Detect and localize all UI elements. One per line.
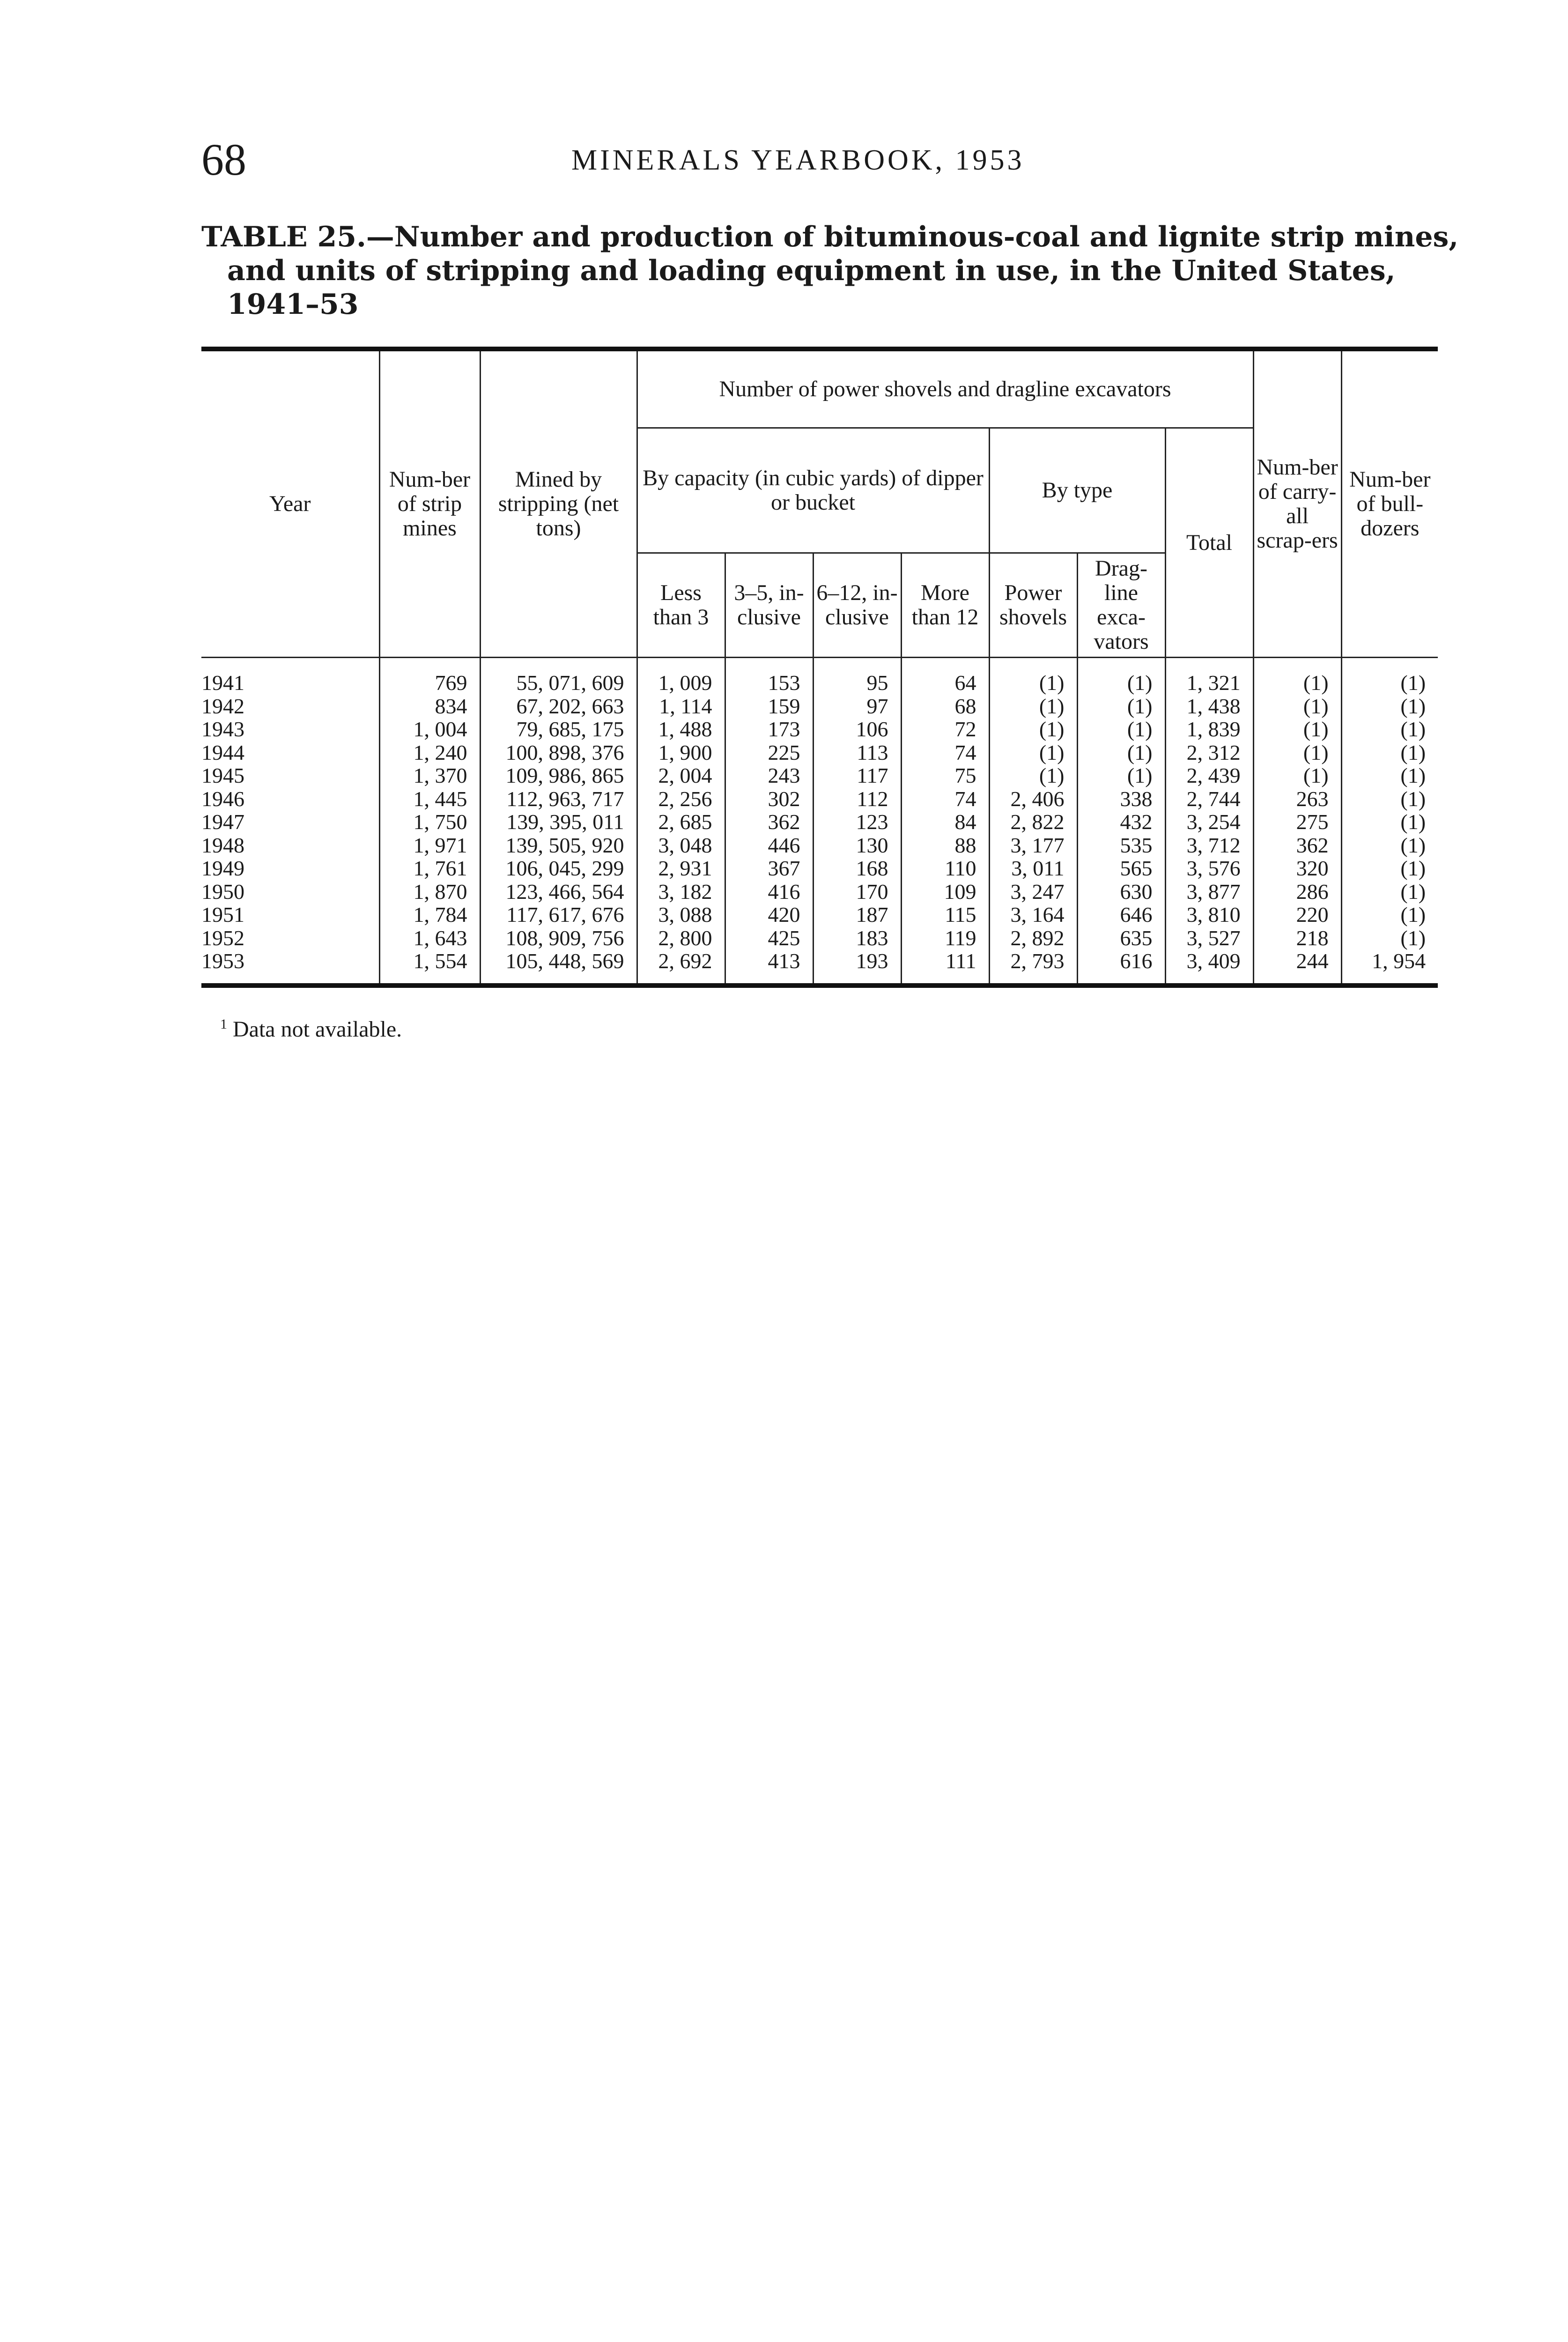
cell-mined: 55, 071, 609 (480, 658, 637, 695)
cell-bulldozers: (1) (1400, 694, 1426, 718)
cell-strip-mines: 1, 971 (379, 834, 480, 857)
cell-power-shovels: (1) (989, 695, 1077, 718)
cell-power-shovels: (1) (989, 658, 1077, 695)
cell-total: 3, 712 (1165, 834, 1253, 857)
caption-line-2: and units of stripping and loading equipment in use, in the United States, (227, 254, 1396, 287)
cell-3-5: 225 (725, 741, 813, 764)
col-header-capacity-group: By capacity (in cubic yards) of dipper or bucket (637, 428, 989, 553)
cell-less-than-3: 1, 009 (637, 658, 725, 695)
cell-power-shovels: 3, 177 (989, 834, 1077, 857)
cell-less-than-3: 1, 114 (637, 695, 725, 718)
cell-3-5: 362 (725, 810, 813, 834)
cell-total: 2, 744 (1165, 787, 1253, 811)
col-header-bulldozers: Num-ber of bull-dozers (1341, 351, 1438, 658)
cell-mined: 112, 963, 717 (480, 787, 637, 811)
cell-total: 3, 254 (1165, 810, 1253, 834)
cell-strip-mines: 1, 870 (379, 880, 480, 904)
cell-scrapers: 263 (1253, 787, 1341, 811)
cell-strip-mines: 1, 554 (379, 949, 480, 983)
footnote (220, 1016, 402, 1042)
table-row (201, 926, 1438, 950)
cell-3-5: 243 (725, 764, 813, 787)
cell-total: 1, 321 (1165, 658, 1253, 695)
cell-total: 3, 810 (1165, 903, 1253, 926)
cell-total: 3, 527 (1165, 926, 1253, 950)
col-header-by-type: By type (989, 428, 1165, 553)
cell-6-12: 106 (813, 718, 901, 741)
cell-3-5: 420 (725, 903, 813, 926)
cell-scrapers: (1) (1253, 718, 1341, 741)
cell-power-shovels: (1) (989, 764, 1077, 787)
cell-bulldozers: (1) (1400, 856, 1426, 880)
cell-mined: 139, 505, 920 (480, 834, 637, 857)
cell-scrapers: 320 (1253, 857, 1341, 880)
cell-less-than-3: 2, 800 (637, 926, 725, 950)
col-header-3-5: 3–5, in-clusive (725, 553, 813, 658)
cell-3-5: 413 (725, 949, 813, 983)
table-row (201, 949, 1438, 983)
cell-year: 1953 (201, 949, 379, 983)
cell-scrapers: 275 (1253, 810, 1341, 834)
cell-scrapers: 218 (1253, 926, 1341, 950)
cell-less-than-3: 2, 004 (637, 764, 725, 787)
col-header-strip-mines: Num-ber of strip mines (379, 351, 480, 658)
cell-bulldozers: (1) (1400, 786, 1426, 811)
cell-year: 1945 (201, 764, 379, 787)
cell-6-12: 168 (813, 857, 901, 880)
cell-bulldozers: (1) (1400, 810, 1426, 834)
cell-power-shovels: 3, 011 (989, 857, 1077, 880)
cell-dragline: 565 (1077, 857, 1165, 880)
col-header-year: Year (201, 351, 379, 658)
cell-scrapers: (1) (1253, 658, 1341, 695)
cell-strip-mines: 1, 643 (379, 926, 480, 950)
cell-mined: 105, 448, 569 (480, 949, 637, 983)
page-number: 68 (201, 134, 246, 185)
cell-bulldozers: (1) (1400, 717, 1426, 741)
cell-power-shovels: (1) (989, 741, 1077, 764)
cell-more-than-12: 74 (901, 787, 989, 811)
cell-dragline: (1) (1077, 764, 1165, 787)
cell-6-12: 187 (813, 903, 901, 926)
cell-more-than-12: 119 (901, 926, 989, 950)
cell-year: 1952 (201, 926, 379, 950)
caption-line-3: 1941–53 (227, 288, 359, 321)
cell-dragline: 630 (1077, 880, 1165, 904)
cell-bulldozers: (1) (1400, 833, 1426, 857)
cell-bulldozers: (1) (1400, 671, 1426, 695)
cell-power-shovels: (1) (989, 718, 1077, 741)
caption-line-1: TABLE 25.—Number and production of bituminous-coal and lignite strip mines, (201, 221, 1459, 253)
table-row (201, 834, 1438, 857)
table-row (201, 787, 1438, 811)
cell-less-than-3: 3, 048 (637, 834, 725, 857)
cell-less-than-3: 1, 900 (637, 741, 725, 764)
cell-more-than-12: 72 (901, 718, 989, 741)
cell-dragline: 646 (1077, 903, 1165, 926)
cell-more-than-12: 115 (901, 903, 989, 926)
cell-more-than-12: 84 (901, 810, 989, 834)
cell-mined: 109, 986, 865 (480, 764, 637, 787)
cell-mined: 79, 685, 175 (480, 718, 637, 741)
page-header (201, 133, 1438, 185)
cell-6-12: 117 (813, 764, 901, 787)
cell-dragline: (1) (1077, 718, 1165, 741)
cell-6-12: 130 (813, 834, 901, 857)
cell-less-than-3: 2, 931 (637, 857, 725, 880)
col-header-less-than-3: Less than 3 (637, 553, 725, 658)
cell-3-5: 416 (725, 880, 813, 904)
cell-more-than-12: 88 (901, 834, 989, 857)
cell-strip-mines: 1, 784 (379, 903, 480, 926)
cell-strip-mines: 1, 004 (379, 718, 480, 741)
cell-bulldozers: (1) (1400, 763, 1426, 787)
cell-scrapers: 362 (1253, 834, 1341, 857)
data-table-container (201, 347, 1438, 988)
cell-scrapers: 244 (1253, 949, 1341, 983)
cell-year: 1943 (201, 718, 379, 741)
cell-less-than-3: 2, 692 (637, 949, 725, 983)
cell-year: 1951 (201, 903, 379, 926)
cell-power-shovels: 3, 247 (989, 880, 1077, 904)
cell-3-5: 159 (725, 695, 813, 718)
cell-less-than-3: 1, 488 (637, 718, 725, 741)
cell-dragline: (1) (1077, 695, 1165, 718)
cell-total: 3, 576 (1165, 857, 1253, 880)
cell-dragline: (1) (1077, 658, 1165, 695)
cell-3-5: 302 (725, 787, 813, 811)
cell-year: 1949 (201, 857, 379, 880)
footnote-text: Data not available. (233, 1017, 402, 1042)
table-row (201, 903, 1438, 926)
cell-more-than-12: 109 (901, 880, 989, 904)
running-title: MINERALS YEARBOOK, 1953 (571, 144, 1025, 176)
cell-less-than-3: 3, 182 (637, 880, 725, 904)
cell-bulldozers: (1) (1400, 879, 1426, 904)
cell-mined: 123, 466, 564 (480, 880, 637, 904)
cell-strip-mines: 834 (379, 695, 480, 718)
table-row (201, 857, 1438, 880)
cell-more-than-12: 64 (901, 658, 989, 695)
cell-more-than-12: 111 (901, 949, 989, 983)
table-row (201, 741, 1438, 764)
cell-bulldozers: 1, 954 (1372, 949, 1426, 973)
footnote-marker: 1 (220, 1016, 227, 1032)
cell-6-12: 193 (813, 949, 901, 983)
cell-strip-mines: 1, 445 (379, 787, 480, 811)
cell-3-5: 425 (725, 926, 813, 950)
cell-year: 1948 (201, 834, 379, 857)
cell-mined: 139, 395, 011 (480, 810, 637, 834)
table-top-rule (201, 347, 1438, 351)
cell-scrapers: 286 (1253, 880, 1341, 904)
cell-bulldozers: (1) (1400, 740, 1426, 764)
cell-6-12: 112 (813, 787, 901, 811)
cell-power-shovels: 3, 164 (989, 903, 1077, 926)
cell-6-12: 113 (813, 741, 901, 764)
table-row (201, 880, 1438, 904)
cell-mined: 108, 909, 756 (480, 926, 637, 950)
cell-mined: 100, 898, 376 (480, 741, 637, 764)
cell-strip-mines: 1, 761 (379, 857, 480, 880)
table-body (201, 658, 1438, 983)
cell-dragline: 432 (1077, 810, 1165, 834)
table-row (201, 658, 1438, 695)
cell-total: 2, 312 (1165, 741, 1253, 764)
cell-more-than-12: 110 (901, 857, 989, 880)
table-row (201, 810, 1438, 834)
cell-total: 1, 438 (1165, 695, 1253, 718)
cell-bulldozers: (1) (1400, 903, 1426, 926)
cell-mined: 106, 045, 299 (480, 857, 637, 880)
cell-total: 2, 439 (1165, 764, 1253, 787)
cell-power-shovels: 2, 793 (989, 949, 1077, 983)
cell-year: 1950 (201, 880, 379, 904)
cell-scrapers: (1) (1253, 741, 1341, 764)
cell-scrapers: 220 (1253, 903, 1341, 926)
cell-mined: 117, 617, 676 (480, 903, 637, 926)
col-header-more-than-12: More than 12 (901, 553, 989, 658)
cell-power-shovels: 2, 406 (989, 787, 1077, 811)
cell-6-12: 123 (813, 810, 901, 834)
table-row (201, 718, 1438, 741)
cell-dragline: 635 (1077, 926, 1165, 950)
cell-strip-mines: 1, 750 (379, 810, 480, 834)
cell-scrapers: (1) (1253, 764, 1341, 787)
cell-6-12: 170 (813, 880, 901, 904)
cell-3-5: 153 (725, 658, 813, 695)
cell-year: 1946 (201, 787, 379, 811)
col-header-total: Total (1165, 428, 1253, 658)
col-header-6-12: 6–12, in-clusive (813, 553, 901, 658)
cell-more-than-12: 74 (901, 741, 989, 764)
cell-6-12: 183 (813, 926, 901, 950)
cell-strip-mines: 1, 240 (379, 741, 480, 764)
cell-year: 1944 (201, 741, 379, 764)
cell-less-than-3: 2, 256 (637, 787, 725, 811)
col-header-dragline: Drag-line exca-vators (1077, 553, 1165, 658)
cell-6-12: 95 (813, 658, 901, 695)
cell-more-than-12: 68 (901, 695, 989, 718)
cell-strip-mines: 1, 370 (379, 764, 480, 787)
cell-total: 3, 877 (1165, 880, 1253, 904)
cell-dragline: 535 (1077, 834, 1165, 857)
cell-dragline: (1) (1077, 741, 1165, 764)
cell-mined: 67, 202, 663 (480, 695, 637, 718)
cell-power-shovels: 2, 822 (989, 810, 1077, 834)
cell-year: 1947 (201, 810, 379, 834)
col-header-scrapers: Num-ber of carry-all scrap-ers (1253, 351, 1341, 658)
cell-bulldozers: (1) (1400, 926, 1426, 950)
cell-power-shovels: 2, 892 (989, 926, 1077, 950)
cell-strip-mines: 769 (379, 658, 480, 695)
table-row (201, 764, 1438, 787)
table-caption (201, 220, 1459, 321)
table-row (201, 695, 1438, 718)
cell-3-5: 367 (725, 857, 813, 880)
cell-year: 1941 (201, 658, 379, 695)
cell-scrapers: (1) (1253, 695, 1341, 718)
cell-dragline: 338 (1077, 787, 1165, 811)
cell-more-than-12: 75 (901, 764, 989, 787)
col-header-mined: Mined by stripping (net tons) (480, 351, 637, 658)
cell-6-12: 97 (813, 695, 901, 718)
cell-less-than-3: 3, 088 (637, 903, 725, 926)
cell-year: 1942 (201, 695, 379, 718)
cell-3-5: 173 (725, 718, 813, 741)
cell-total: 3, 409 (1165, 949, 1253, 983)
strip-mine-table (201, 351, 1438, 983)
col-header-power-group: Number of power shovels and dragline excavators (637, 351, 1253, 428)
cell-less-than-3: 2, 685 (637, 810, 725, 834)
cell-dragline: 616 (1077, 949, 1165, 983)
cell-total: 1, 839 (1165, 718, 1253, 741)
col-header-power-shovels: Power shovels (989, 553, 1077, 658)
cell-3-5: 446 (725, 834, 813, 857)
table-bottom-rule (201, 983, 1438, 988)
